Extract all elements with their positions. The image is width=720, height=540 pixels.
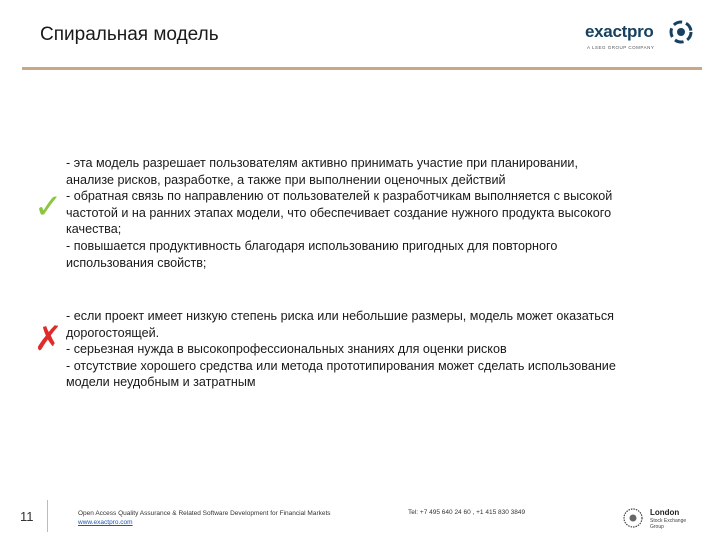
pros-line: - повышается продуктивность благодаря использованию пригодных для повторного: [66, 238, 558, 253]
pros-line: использования свойств;: [66, 255, 207, 270]
slide-title: Спиральная модель: [40, 24, 219, 45]
pros-list: [66, 155, 696, 271]
footer-divider: [47, 500, 48, 532]
lse-logo: [620, 507, 700, 531]
lse-wordmark: London: [650, 508, 680, 517]
slide-number: 11: [20, 509, 34, 524]
cons-list: [66, 308, 696, 391]
footer-phone: Tel: +7 495 640 24 60 , +1 415 830 3849: [408, 509, 526, 516]
pros-line: качества;: [66, 222, 122, 237]
cons-line: модели неудобным и затратным: [66, 375, 256, 390]
cons-line: - отсутствие хорошего средства или метода прототипирования может сделать использование: [66, 358, 616, 373]
pros-line: анализе рисков, разработке, а также при выполнении оценочных действий: [66, 172, 506, 187]
exactpro-swirl-icon: [669, 20, 693, 44]
lse-subtitle: Stock Exchange Group: [650, 518, 687, 530]
pros-line: - эта модель разрешает пользователям активно принимать участие при планировании,: [66, 156, 578, 170]
cons-line: дорогостоящей.: [66, 325, 160, 340]
logo-wordmark: exactpro: [585, 22, 654, 41]
footer-company: [78, 509, 331, 527]
cross-icon: ✗: [34, 319, 63, 359]
lse-crest-icon: [620, 507, 646, 529]
check-icon: ✓: [34, 187, 63, 227]
title-divider: [22, 67, 702, 70]
cons-line: - если проект имеет низкую степень риска или небольшие размеры, модель может оказаться: [66, 309, 614, 323]
cons-line: - серьезная нужда в высокопрофессиональных знаниях для оценки рисков: [66, 342, 507, 357]
exactpro-logo: [585, 18, 695, 54]
website-link[interactable]: www.exactpro.com: [78, 519, 133, 526]
pros-line: частотой и на ранних этапах модели, что обеспечивает создание нужного продукта высокого: [66, 205, 612, 220]
footer-company-line: Open Access Quality Assurance & Related Software Development for Financial Markets: [78, 510, 331, 517]
logo-tagline: A LSEG GROUP COMPANY: [587, 45, 655, 50]
pros-line: - обратная связь по направлению от пользователей к разработчикам выполняется с высокой: [66, 189, 613, 204]
